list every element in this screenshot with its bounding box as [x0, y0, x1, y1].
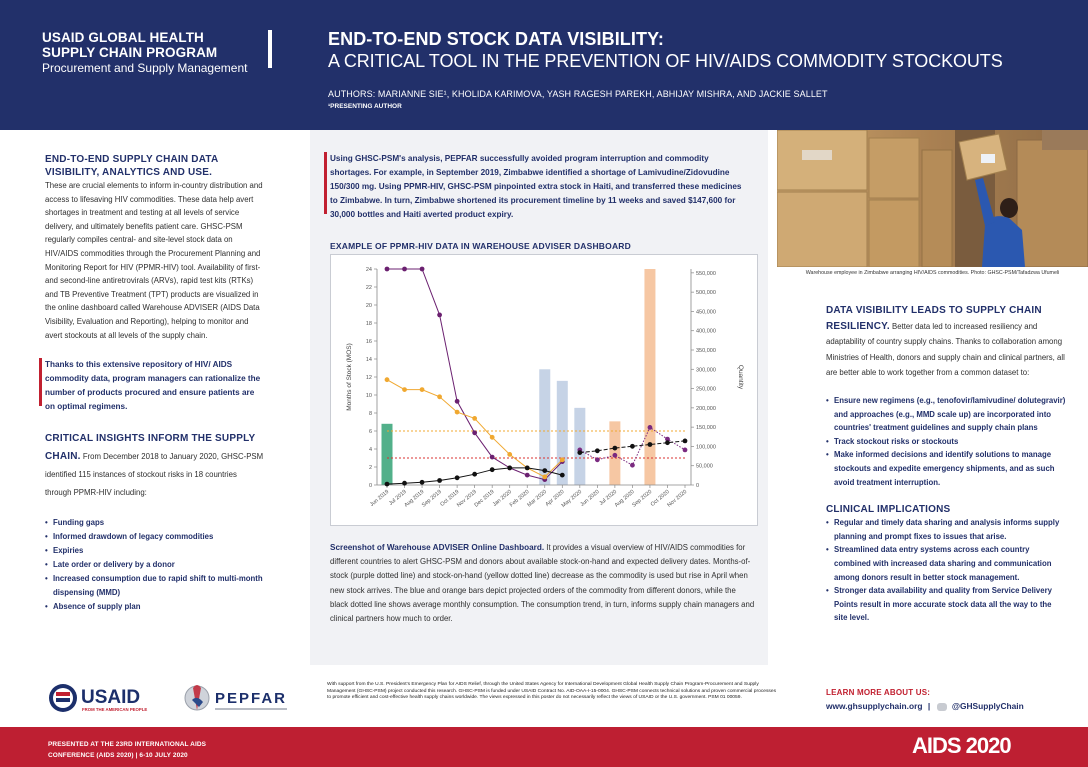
series-point — [490, 455, 495, 460]
right-column — [826, 302, 1066, 625]
series-point — [472, 416, 477, 421]
list-item: • Ensure new regimens (e.g., tenofovir/lamivudine/ dolutegravir) and approaches (e.g., MMD scale up) are incorporated into countries' treatment guidelines and supply chain plans — [826, 394, 1066, 435]
chart-bar — [557, 381, 568, 485]
chart-bar — [644, 269, 655, 485]
series-point — [612, 453, 617, 458]
y-tick-label: 0 — [368, 483, 372, 489]
section-body-visibility: These are crucial elements to inform in-country distribution and access to lifesaving HIV commodities. These data help avert shortages in treatment and testing at all levels of service delivery, and ultimately benefits patient care. GHSC-PSM regularly compiles central- and site-level stock data on HIV/AIDS commodities through the Procurement Planning and Monitoring Report for HIV (PPMR-HIV) tool. Availability of first- and second-line antiretrovirals (ARVs), rapid test kits (RTKs) and TB Preventive Treatment (TPT) products are visualized in the online dashboard called Warehouse ADVISER (AIDS Data Visibility, Evaluation and Reporting), helping to monitor and avert stockouts at all levels of the supply chain. — [45, 181, 263, 340]
series-point — [455, 475, 460, 480]
y-tick-label: 22 — [365, 285, 372, 291]
series-point — [507, 452, 512, 457]
bars-layer — [382, 269, 656, 485]
series-point — [577, 450, 582, 455]
partner-logos — [45, 680, 295, 716]
funding-disclaimer: With support from the U.S. President's Emergency Plan for AIDS Relief, through the United States Agency for International Development Global Health Supply Chain Program-Procurement and Supply Management (GHSC-PSM) project conducted this research. GHSC-PSM is funded under USAID Contract No. AID-OAA-I-15-0004. GHSC-PSM connects technical solutions and proven commercial processes to promote efficient and cost-effective health supply chains worldwide. The views expressed in this poster do not necessarily reflect the views of USAID or the U.S. government. PSM 01 00059. — [327, 682, 777, 701]
chart-heading: EXAMPLE OF PPMR-HIV DATA IN WAREHOUSE ADVISER DASHBOARD — [330, 241, 631, 251]
list-item: • Streamlined data entry systems across each country combined with increased data sharing and communication among donors result in better stock management. — [826, 543, 1066, 584]
section-heading-insights: CRITICAL INSIGHTS INFORM THE SUPPLY CHAIN. — [45, 433, 256, 463]
resiliency-list — [826, 394, 1066, 489]
org-line-3: Procurement and Supply Management — [42, 61, 248, 75]
x-tick-label: Jun 2019 — [369, 488, 391, 509]
series-point — [560, 457, 565, 462]
caption-body: It provides a visual overview of HIV/AIDS commodities for different countries to alert GHSC-PSM and donors about available stock-on-hand and expected delivery dates. Months-of-stock (purple dotted line) and stock-on-hand (yellow dotted line) decrease as the commodity is used but rise in April when new stock arrives. The blue and orange bars depict projected orders of the commodity from different donors, while the black dotted line shows average monthly consumption. The consumption trend, in turn, informs supply chain managers and clinical partners how much to order. — [330, 543, 755, 624]
x-tick-label: Mar 2020 — [526, 488, 549, 509]
program-name — [42, 30, 247, 76]
series-point — [683, 448, 688, 453]
link-separator: | — [927, 701, 931, 711]
section-heading-resiliency: DATA VISIBILITY LEADS TO SUPPLY CHAIN RESILIENCY. — [826, 305, 1042, 332]
list-item: • Funding gaps — [45, 516, 265, 530]
aids-2020-logo: AIDS 2020 — [912, 733, 1011, 758]
series-point — [595, 448, 600, 453]
series-point — [385, 482, 390, 487]
series-point — [420, 387, 425, 392]
x-tick-label: Apr 2020 — [544, 488, 566, 508]
chart-container — [330, 254, 758, 526]
series-point — [560, 473, 565, 478]
stock-chart — [331, 255, 757, 525]
x-tick-label: Aug 2019 — [403, 488, 426, 509]
callout-text: Using GHSC-PSM's analysis, PEPFAR successfully avoided program interruption and commodity shortages. For example, in September 2019, Zimbabwe identified a shortage of Lamivudine/Zidovudine 150/300 mg. Using PPMR-HIV, GHSC-PSM pinpointed extra stock in Haiti, and transferred these medicines to Zimbabwe. In turn, Zimbabwe shortened its procurement timeline by 11 weeks and saved $147,600 for 30,000 bottles and Haiti averted product expiry. — [330, 154, 742, 219]
usaid-tagline: FROM THE AMERICAN PEOPLE — [82, 707, 148, 712]
list-item: • Track stockout risks or stockouts — [826, 435, 1066, 449]
y-tick-label: 16 — [365, 339, 372, 345]
series-point — [455, 410, 460, 415]
learn-more-heading: LEARN MORE ABOUT US: — [826, 688, 931, 697]
series-point — [542, 475, 547, 480]
x-tick-label: Feb 2020 — [508, 488, 531, 509]
series-point — [437, 478, 442, 483]
presenting-author-note: ¹PRESENTING AUTHOR — [328, 103, 402, 110]
header-divider — [268, 30, 272, 68]
section-heading-visibility: END-TO-END SUPPLY CHAIN DATA VISIBILITY, ANALYTICS AND USE. — [45, 154, 219, 178]
series-point — [402, 481, 407, 486]
series-point — [490, 435, 495, 440]
series-point — [648, 425, 653, 430]
pepfar-wordmark: PEPFAR — [215, 690, 288, 707]
usaid-logo — [49, 684, 147, 712]
callout-pepfar — [330, 152, 750, 222]
list-item: • Informed drawdown of legacy commodities — [45, 530, 265, 544]
series-line — [387, 269, 562, 480]
y2-tick-label: 350,000 — [696, 348, 716, 354]
series-point — [595, 457, 600, 462]
list-item: • Absence of supply plan — [45, 600, 265, 614]
x-tick-label: Jul 2020 — [598, 488, 619, 507]
pepfar-logo — [185, 685, 287, 710]
logos-graphic — [45, 680, 295, 716]
series-point — [630, 444, 635, 449]
org-line-1: USAID GLOBAL HEALTH — [42, 30, 204, 45]
left-column — [45, 153, 265, 614]
x-tick-label: Nov 2019 — [456, 488, 478, 509]
x-tick-label: Jul 2019 — [388, 488, 408, 507]
y2-tick-label: 50,000 — [696, 463, 713, 470]
x-tick-label: Sep 2019 — [420, 488, 443, 509]
contact-links — [826, 701, 1024, 711]
chart-bar — [539, 369, 550, 485]
reference-lines-layer — [387, 431, 685, 458]
series-point — [665, 440, 670, 445]
series-point — [472, 430, 477, 435]
title-line-1: END-TO-END STOCK DATA VISIBILITY: — [328, 29, 664, 49]
series-line — [387, 380, 562, 477]
twitter-link[interactable]: @GHSupplyChain — [951, 701, 1024, 711]
callout-text: Thanks to this extensive repository of HIV/ AIDS commodity data, program managers can rationalize the number of products procured and ensure patients are on optimal regimens. — [45, 360, 261, 412]
poster-title — [328, 28, 1003, 72]
series-point — [420, 480, 425, 485]
y2-tick-label: 500,000 — [696, 290, 716, 297]
section-body-insights: From December 2018 to January 2020, GHSC-PSM identified 115 instances of stockout risks in 18 countries through PPMR-HIV including: — [45, 452, 264, 498]
title-line-2: A CRITICAL TOOL IN THE PREVENTION OF HIV/AIDS COMMODITY STOCKOUTS — [328, 51, 1003, 71]
series-point — [385, 377, 390, 382]
conference-info — [48, 739, 206, 761]
list-item: • Make informed decisions and identify solutions to manage stockouts and expedite emergency shipments, and as such avoid treatment interruption. — [826, 448, 1066, 489]
series-point — [437, 313, 442, 318]
section-body-resiliency: Better data led to increased resiliency and adaptability of country supply chains. Thanks to collaboration among Ministries of Health, donors and supply chain and clinical partners, all are better able to work together from a common dataset to: — [826, 321, 1065, 378]
y2-tick-label: 400,000 — [696, 328, 716, 335]
callout-repository — [45, 358, 265, 414]
series-point — [507, 466, 512, 471]
x-tick-label: Sep 2020 — [631, 488, 654, 509]
section-heading-clinical: CLINICAL IMPLICATIONS — [826, 504, 951, 516]
conference-line-1: PRESENTED AT THE 23RD INTERNATIONAL AIDS — [48, 741, 207, 748]
y-tick-label: 6 — [368, 429, 372, 435]
warehouse-photo — [777, 130, 1088, 267]
y-tick-label: 12 — [365, 375, 372, 381]
series-point — [437, 394, 442, 399]
authors: AUTHORS: MARIANNE SIE¹, KHOLIDA KARIMOVA, YASH RAGESH PAREKH, ABHIJAY MISHRA, AND JACKIE SALLET — [328, 89, 828, 99]
x-tick-label: May 2020 — [560, 488, 584, 510]
series-point — [612, 446, 617, 451]
chart-caption — [330, 541, 755, 626]
warehouse-photo-illustration — [777, 130, 1088, 267]
y-tick-label: 18 — [365, 321, 372, 327]
x-tick-label: Dec 2019 — [473, 488, 496, 509]
list-item: • Increased consumption due to rapid shift to multi-month dispensing (MMD) — [45, 572, 265, 600]
org-line-2: SUPPLY CHAIN PROGRAM — [42, 45, 218, 60]
twitter-icon — [937, 703, 947, 711]
series-point — [420, 267, 425, 272]
y2-axis-title: Quantity — [737, 364, 744, 390]
series-point — [630, 463, 635, 468]
stockout-risk-list — [45, 516, 265, 614]
y2-tick-label: 0 — [696, 483, 700, 489]
y2-tick-label: 150,000 — [696, 425, 716, 432]
y-tick-label: 10 — [365, 393, 372, 399]
x-tick-label: Jun 2020 — [579, 488, 601, 509]
series-point — [683, 439, 688, 444]
chart-bar — [382, 424, 393, 485]
list-item: • Late order or delivery by a donor — [45, 558, 265, 572]
conference-line-2: CONFERENCE (AIDS 2020) | 6-10 JULY 2020 — [48, 752, 188, 759]
series-point — [490, 467, 495, 472]
y2-tick-label: 250,000 — [696, 386, 716, 393]
website-link[interactable]: www.ghsupplychain.org — [826, 701, 923, 711]
series-point — [542, 468, 547, 473]
lines-layer — [385, 267, 688, 487]
x-tick-label: Oct 2020 — [649, 488, 671, 508]
x-tick-label: Jan 2020 — [491, 488, 513, 509]
series-point — [402, 267, 407, 272]
caption-heading: Screenshot of Warehouse ADVISER Online Dashboard. — [330, 543, 545, 552]
footer — [0, 727, 1088, 767]
series-point — [648, 442, 653, 447]
x-tick-label: Aug 2020 — [613, 488, 636, 509]
y2-tick-label: 450,000 — [696, 309, 716, 316]
x-tick-label: Oct 2019 — [439, 488, 461, 508]
section-critical-insights — [45, 428, 265, 500]
header — [0, 0, 1088, 130]
photo-caption: Warehouse employee in Zimbabwe arranging HIV/AIDS commodities. Photo: GHSC-PSM/Tafadzwa Ufumeli — [805, 270, 1060, 276]
learn-more — [826, 688, 1024, 711]
y-tick-label: 4 — [368, 447, 372, 453]
y2-tick-label: 100,000 — [696, 444, 716, 451]
clinical-implications-list — [826, 516, 1066, 625]
section-resiliency — [826, 302, 1066, 380]
y-tick-label: 14 — [365, 357, 372, 363]
series-point — [455, 399, 460, 404]
y2-tick-label: 550,000 — [696, 270, 716, 277]
x-tick-label: Nov 2020 — [666, 488, 689, 509]
y-tick-label: 2 — [368, 465, 372, 471]
list-item: • Expiries — [45, 544, 265, 558]
series-point — [472, 472, 477, 477]
y-axis-title: Months of Stock (MOS) — [346, 343, 353, 411]
y-tick-label: 8 — [368, 411, 372, 417]
series-point — [525, 473, 530, 478]
usaid-wordmark: USAID — [81, 687, 141, 708]
chart-bar — [574, 408, 585, 485]
list-item: • Regular and timely data sharing and analysis informs supply planning and prompt fixes to issues that arise. — [826, 516, 1066, 543]
y2-tick-label: 200,000 — [696, 405, 716, 412]
y2-tick-label: 300,000 — [696, 367, 716, 374]
series-point — [402, 387, 407, 392]
series-point — [385, 267, 390, 272]
middle-panel — [310, 130, 768, 665]
y-tick-label: 24 — [365, 267, 372, 273]
series-point — [525, 466, 530, 471]
y-tick-label: 20 — [365, 303, 372, 309]
list-item: • Stronger data availability and quality from Service Delivery Points result in more accurate stock data all the way to the site level. — [826, 584, 1066, 625]
